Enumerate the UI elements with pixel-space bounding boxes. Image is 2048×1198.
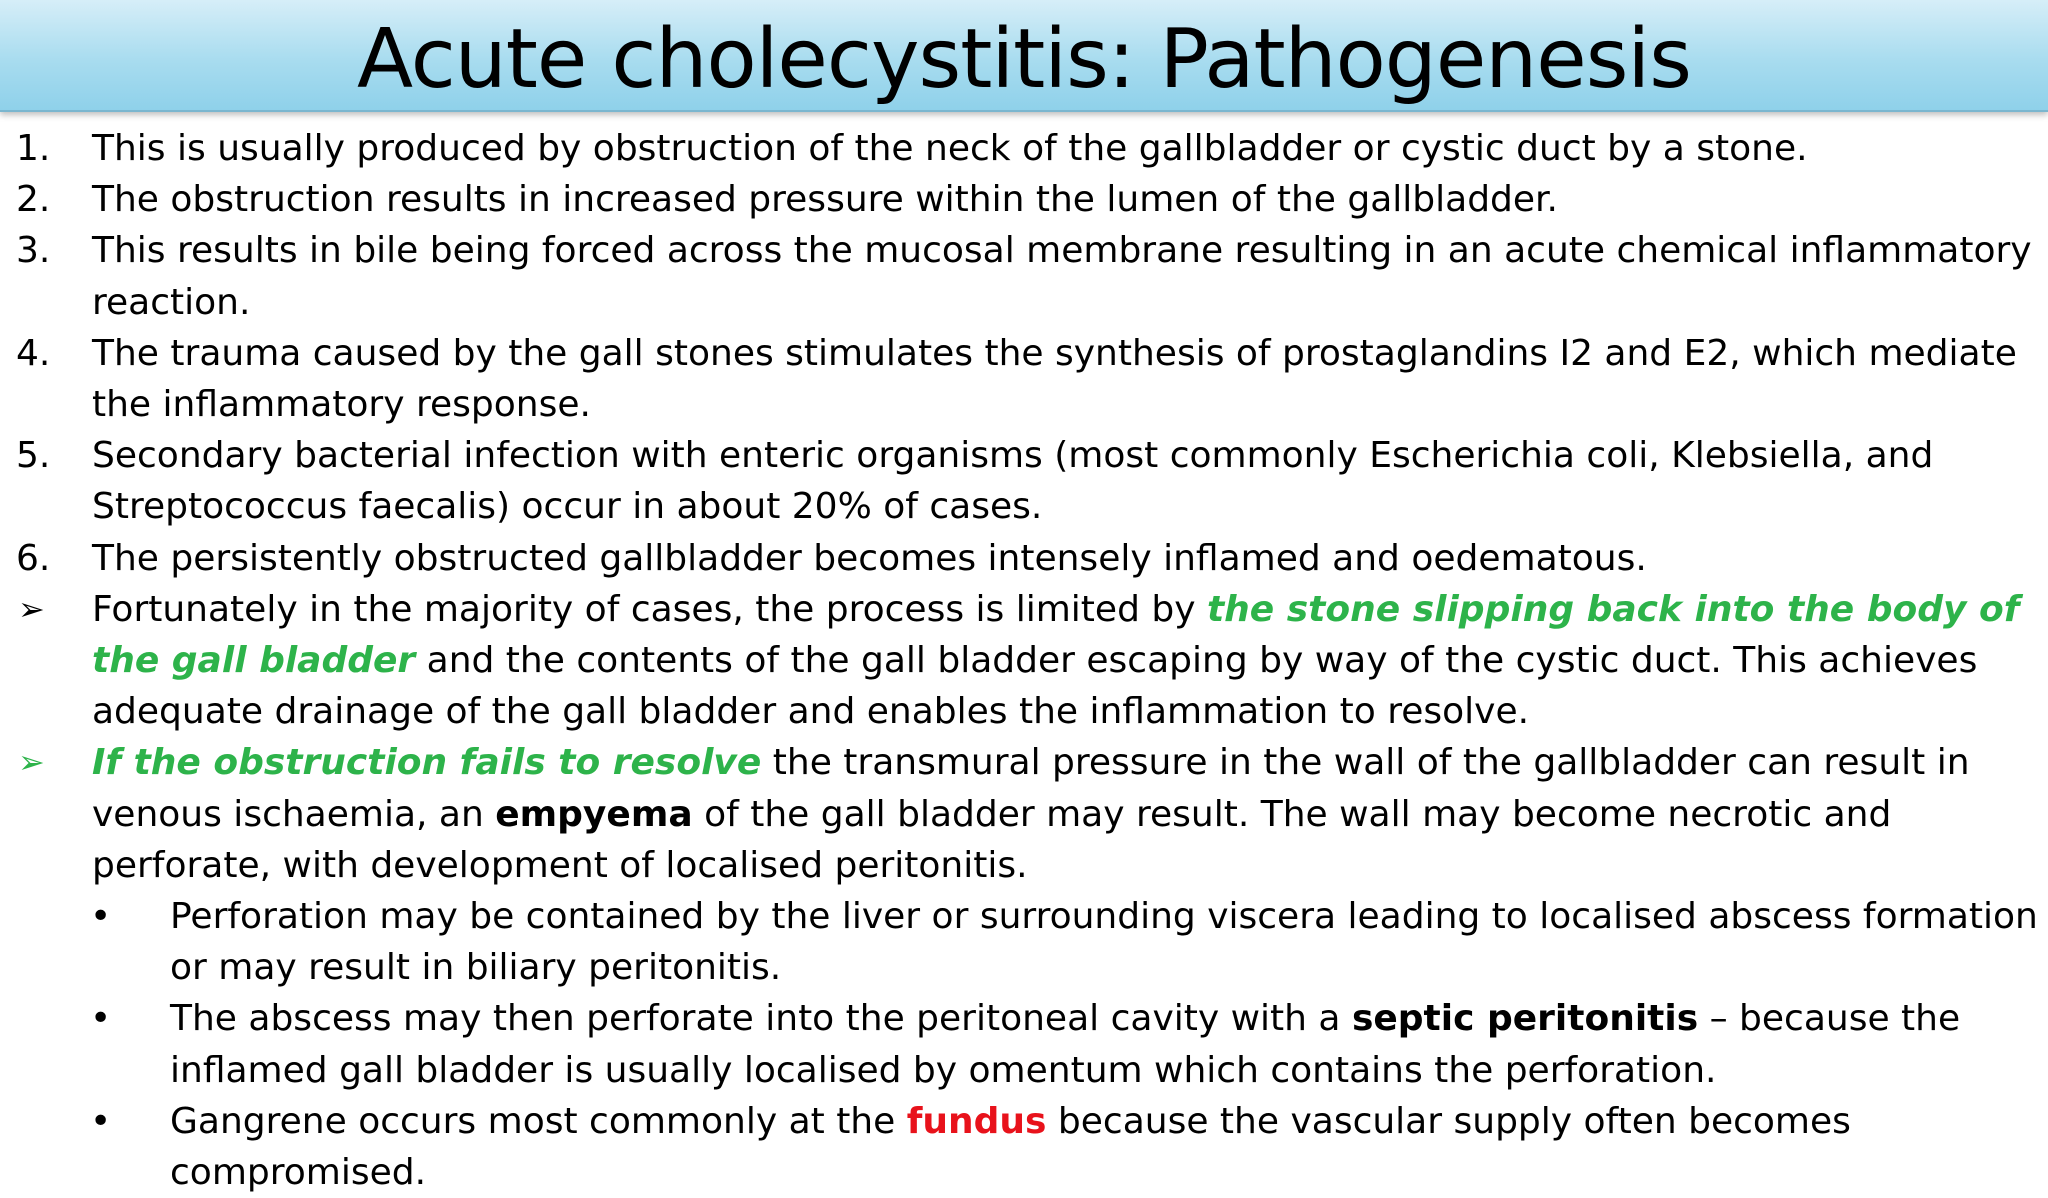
list-item-text: This results in bile being forced across the mucosal membrane resulting in an acute chemical inflammatory reaction. xyxy=(92,230,2032,323)
bold-term: septic peritonitis xyxy=(1351,998,1699,1040)
list-number: 2. xyxy=(16,179,51,221)
title-bar xyxy=(0,0,2048,112)
bullet-dot-icon: • xyxy=(90,896,112,938)
arrow-item-text-end: of the gall bladder may result. The wall may become necrotic and perforate, with development of localised peritonitis. xyxy=(92,793,1892,886)
sub-bullet-text-post: – because the inflamed gall bladder is usually localised by omentum which contains the perforation. xyxy=(170,998,1961,1091)
slide-title: Acute cholecystitis: Pathogenesis xyxy=(357,12,1691,107)
arrow-item-text-pre: Fortunately in the majority of cases, the process is limited by xyxy=(92,588,1207,630)
slide-content xyxy=(0,123,2040,1198)
list-item-text: The trauma caused by the gall stones stimulates the synthesis of prostaglandins I2 and E2, which mediate the inflammatory response. xyxy=(92,332,2017,426)
sub-bullet-item xyxy=(0,1096,2040,1198)
sub-bullet-text: Perforation may be contained by the liver or surrounding viscera leading to localised abscess formation or may result in biliary peritonitis. xyxy=(170,896,2038,989)
sub-bullet-text-post: because the vascular supply often becomes compromised. xyxy=(170,1100,1851,1194)
bullet-dot-icon: • xyxy=(90,1100,112,1142)
sub-bullet-text-pre: Gangrene occurs most commonly at the xyxy=(170,1100,907,1142)
arrow-bullet-icon: ➢ xyxy=(18,743,45,782)
list-item xyxy=(0,225,2040,327)
arrow-item-failure xyxy=(0,737,2040,891)
list-number: 3. xyxy=(16,230,51,272)
list-number: 5. xyxy=(16,435,51,477)
sub-bullet-item xyxy=(0,891,2040,993)
list-item-text: The obstruction results in increased pressure within the lumen of the gallbladder. xyxy=(92,179,1558,221)
sub-bullet-item xyxy=(0,993,2040,1095)
highlight-text: the stone slipping back into the body of the gall bladder xyxy=(92,588,2020,682)
arrow-item-resolution xyxy=(0,584,2040,738)
arrow-item-text-post: and the contents of the gall bladder escaping by way of the cystic duct. This achieves adequate drainage of the gall bladder and enables the inflammation to resolve. xyxy=(92,640,1978,733)
list-item xyxy=(0,328,2040,430)
bullet-dot-icon: • xyxy=(90,998,112,1040)
arrow-bullet-icon: ➢ xyxy=(18,589,45,628)
list-item-text: The persistently obstructed gallbladder becomes intensely inflamed and oedematous. xyxy=(92,537,1647,579)
red-term: fundus xyxy=(906,1100,1047,1142)
list-item xyxy=(0,533,2040,584)
list-number: 6. xyxy=(16,537,51,579)
sub-bullet-text-pre: The abscess may then perforate into the peritoneal cavity with a xyxy=(170,998,1352,1040)
list-item-text: Secondary bacterial infection with enteric organisms (most commonly Escherichia coli, Klebsiella, and Streptococcus faecalis) occur in about 20% of cases. xyxy=(92,435,1934,528)
highlight-text: If the obstruction fails to resolve xyxy=(92,742,762,784)
list-item xyxy=(0,123,2040,174)
arrow-item-text-mid: the transmural pressure in the wall of the gallbladder can result in venous ischaemia, an xyxy=(92,742,1970,835)
list-item xyxy=(0,430,2040,532)
list-number: 1. xyxy=(16,128,51,169)
list-number: 4. xyxy=(16,332,51,374)
list-item-text: This is usually produced by obstruction of the neck of the gallbladder or cystic duct by a stone. xyxy=(92,128,1808,169)
list-item xyxy=(0,174,2040,225)
bold-term: empyema xyxy=(495,793,693,835)
